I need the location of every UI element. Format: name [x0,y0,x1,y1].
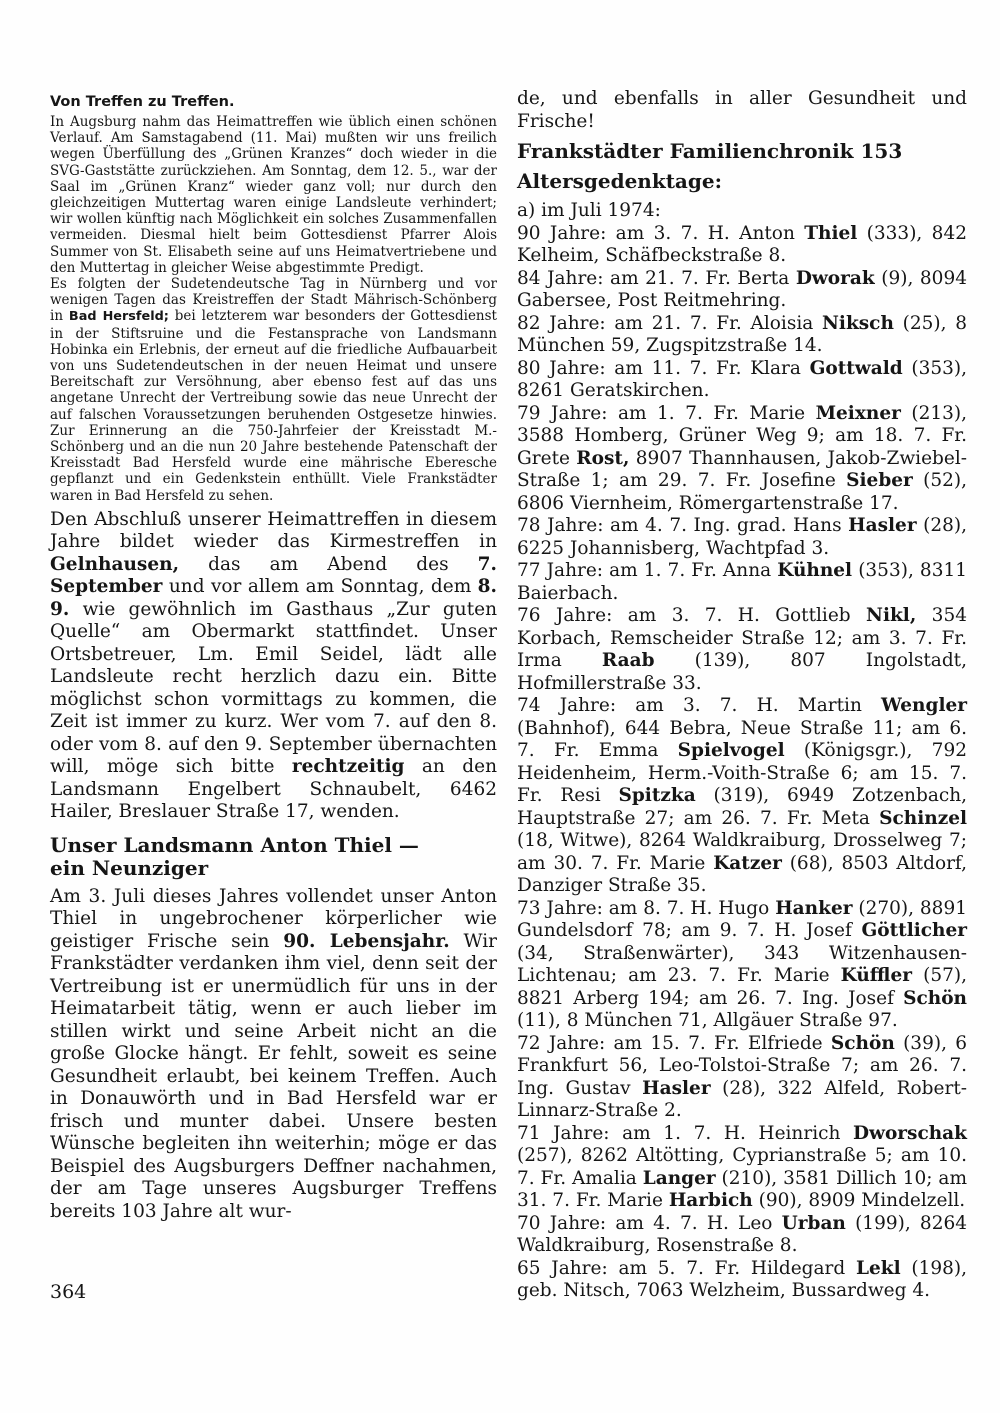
heading-line-1: Unser Landsmann Anton Thiel — [50,832,419,857]
article-paragraph: Es folgten der Sudetendeutsche Tag in Nürnberg und vor wenigen Tagen das Kreistreffen der Stadt Mährisch-Schönberg in Bad Hersfeld; bei letzterem war besonders der Gottesdienst in der Stiftsruine und die Festansprache von Landsmann Hobinka ein Erlebnis, der erneut auf die friedliche Aufbauarbeit von uns Sudetendeutschen in der neuen Heimat und unsere Bereitschaft zur Versöhnung, aber ebenso fest auf das uns angetane Unrecht der Vertreibung sowie das neue Unrecht der auf falschen Voraussetzungen beruhenden Ostgesetze hinwies. Zur Erinnerung an die 750-Jahrfeier der Kreisstadt M.-Schönberg und an die nun 20 Jahre bestehende Patenschaft der Kreisstadt Bad Hersfeld wurde eine mährische Eberesche gepflanzt und ein Gedenkstein enthüllt. Viele Frankstädter waren in Bad Hersfeld zu sehen. [50,276,497,504]
chronicle-entry: 70 Jahre: am 4. 7. H. Leo Urban (199), 8264 Waldkraiburg, Rosenstraße 8. [517,1212,968,1256]
article-heading-anton-thiel [50,834,497,881]
article-paragraph: In Augsburg nahm das Heimattreffen wie üblich einen schönen Verlauf. Am Samstagabend (11. Mai) mußten wir uns freilich wegen Überfüllung des „Grünen Kranzes“ doch wieder in die SVG-Gaststätte zurückziehen. Am Sonntag, dem 12. 5., war der Saal im „Grünen Kranz“ wieder ganz voll; nur durch den gleichzeitigen Muttertag waren einige Landsleute verhindert; wir wollen künftig nach Möglichkeit ein solches Zusammenfallen vermeiden. Diesmal hielt beim Gottesdienst Pfarrer Alois Summer von St. Elisabeth seine auf uns Heimatvertriebene und den Muttertag in gleicher Weise abgestimmte Predigt. [50,114,497,276]
chronicle-entry: 77 Jahre: am 1. 7. Fr. Anna Kühnel (353), 8311 Baierbach. [517,560,968,604]
article-paragraph-kirmestreffen: Den Abschluß unserer Heimattreffen in diesem Jahre bildet wieder das Kirmestreffen in Gelnhausen, das am Abend des 7. September und vor allem am Sonntag, dem 8. 9. wie gewöhnlich im Gasthaus „Zur guten Quelle“ am Obermarkt stattfindet. Unser Ortsbetreuer, Lm. Emil Seidel, lädt alle Landsleute recht herzlich dazu ein. Bitte möglichst schon vormittags zu kommen, die Zeit ist immer zu kurz. Wer vom 7. auf den 8. oder vom 8. auf den 9. September übernachten will, möge sich bitte rechtzeitig an den Landsmann Engelbert Schnaubelt, 6462 Hailer, Breslauer Straße 17, wenden. [50,508,497,823]
altersgedenktage-heading: Altersgedenktage: [517,168,722,193]
chronicle-entry: 72 Jahre: am 15. 7. Fr. Elfriede Schön (39), 6 Frankfurt 56, Leo-Tolstoi-Straße 7; am 26. 7. Ing. Gustav Hasler (28), 322 Alfeld, Robert-Linnarz-Straße 2. [517,1032,968,1121]
article-paragraph-thiel: Am 3. Juli dieses Jahres vollendet unser Anton Thiel in ungebrochener körperlicher wie geistiger Frische sein 90. Lebensjahr. Wir Frankstädter verdanken ihm viel, denn seit der Vertreibung ist er unermüdlich für uns in der Heimatarbeit tätig, wenn er auch lieber im stillen wirkt und seine Arbeit nicht an die große Glocke hängt. Er fehlt, soweit es seine Gesundheit erlaubt, bei keinem Treffen. Auch in Donauwörth und in Bad Hersfeld war er frisch und munter dabei. Unsere besten Wünsche begleiten ihn weiterhin; möge er das Beispiel des Augsburgers Deffner nachahmen, der am Tage unseres Augsburger Treffens bereits 103 Jahre alt wur- [50,885,497,1222]
chronik-heading: Frankstädter Familienchronik 153 [517,139,903,163]
left-column [50,94,497,1223]
right-column [517,88,967,1303]
chronicle-entry: 90 Jahre: am 3. 7. H. Anton Thiel (333), 842 Kelheim, Schäfbeckstraße 8. [517,222,967,266]
chronicle-entry: 78 Jahre: am 4. 7. Ing. grad. Hans Hasler (28), 6225 Johannisberg, Wachtpfad 3. [517,515,967,559]
chronicle-entry: 84 Jahre: am 21. 7. Fr. Berta Dworak (9), 8094 Gabersee, Post Reitmehring. [517,267,967,311]
chronicle-entry: 79 Jahre: am 1. 7. Fr. Marie Meixner (213), 3588 Homberg, Grüner Weg 9; am 18. 7. Fr. Grete Rost, 8907 Thannhausen, Jakob-Zwiebel-Straße 1; am 29. 7. Fr. Josefine Sieber (52), 6806 Viernheim, Römergartenstraße 17. [517,402,967,514]
chronicle-entry: 80 Jahre: am 11. 7. Fr. Klara Gottwald (353), 8261 Geratskirchen. [517,357,967,401]
article-heading-von-treffen-zu-treffen: Von Treffen zu Treffen. [50,94,235,110]
page-number: 364 [50,1281,87,1303]
subsection-label: a) im Juli 1974: [517,200,661,221]
continuation-paragraph: de, und ebenfalls in aller Gesundheit und Frische! [517,88,967,132]
chronicle-entry: 65 Jahre: am 5. 7. Fr. Hildegard Lekl (198), geb. Nitsch, 7063 Welzheim, Bussardweg 4. [517,1257,967,1301]
chronicle-entry: 71 Jahre: am 1. 7. H. Heinrich Dworschak (257), 8262 Altötting, Cyprianstraße 5; am 10. 7. Fr. Amalia Langer (210), 3581 Dillich 10; am 31. 7. Fr. Marie Harbich (90), 8909 Mindelzell. [517,1122,968,1211]
chronicle-entry: 82 Jahre: am 21. 7. Fr. Aloisia Niksch (25), 8 München 59, Zugspitzstraße 14. [517,312,967,356]
heading-line-2: ein Neunziger [50,856,209,881]
chronicle-entry: 73 Jahre: am 8. 7. H. Hugo Hanker (270), 8891 Gundelsdorf 78; am 9. 7. H. Josef Göttlicher (34, Straßenwärter), 343 Witzenhausen-Lichtenau; am 23. 7. Fr. Marie Küffler (57), 8821 Arberg 194; am 26. 7. Ing. Josef Schön (11), 8 München 71, Allgäuer Straße 97. [517,897,967,1031]
chronicle-entry: 76 Jahre: am 3. 7. H. Gottlieb Nikl, 354 Korbach, Remscheider Straße 12; am 3. 7. Fr. Irma Raab (139), 807 Ingolstadt, Hofmillerstraße 33. [517,605,967,694]
chronicle-entry: 74 Jahre: am 3. 7. H. Martin Wengler (Bahnhof), 644 Bebra, Neue Straße 11; am 6. 7. Fr. Emma Spielvogel (Königsgr.), 792 Heidenheim, Herm.-Voith-Straße 6; am 15. 7. Fr. Resi Spitzka (319), 6949 Zotzenbach, Hauptstraße 27; am 26. 7. Fr. Meta Schinzel (18, Witwe), 8264 Waldkraiburg, Drosselweg 7; am 30. 7. Fr. Marie Katzer (68), 8503 Altdorf, Danziger Straße 35. [517,695,968,896]
